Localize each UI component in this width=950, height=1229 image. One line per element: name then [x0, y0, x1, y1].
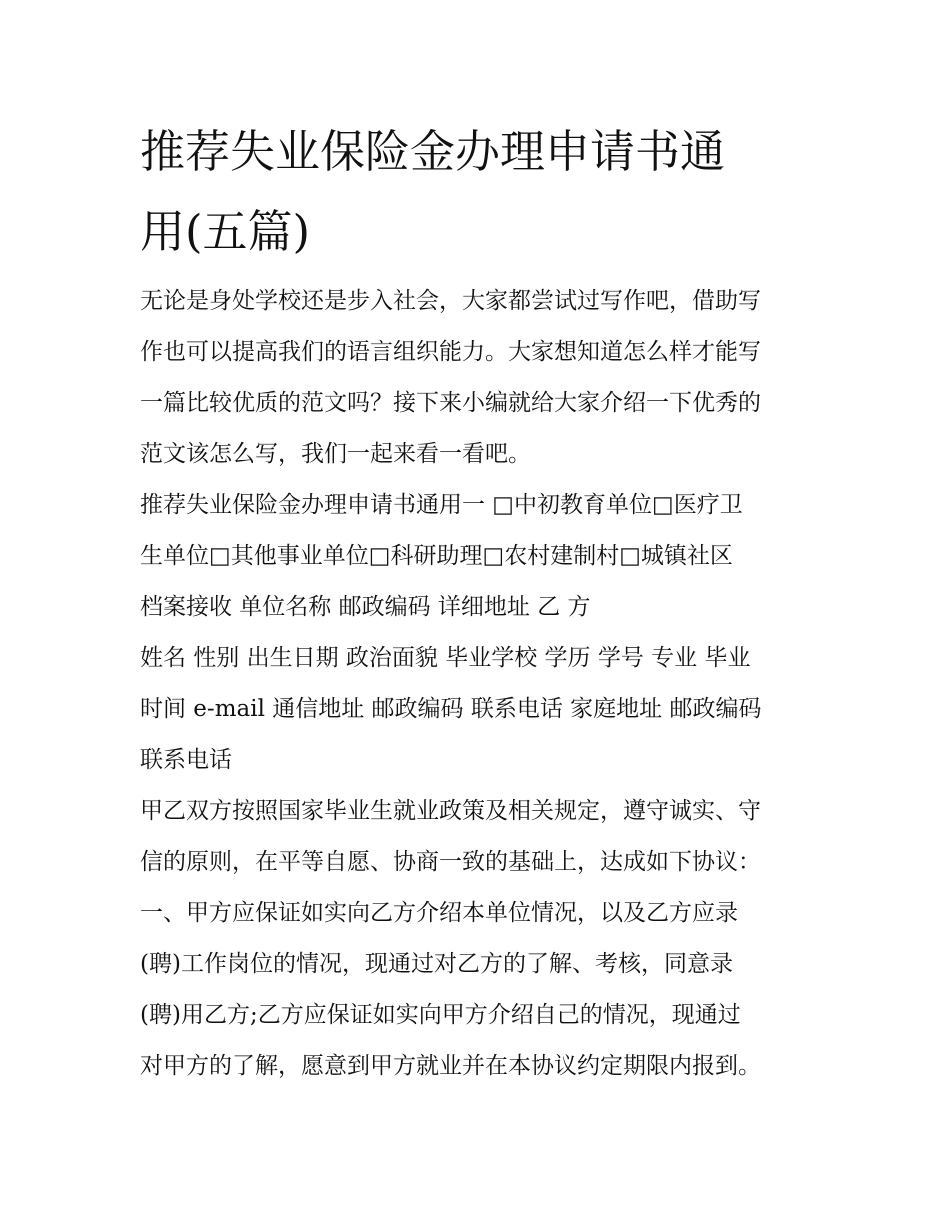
- body-line: 姓名 性别 出生日期 政治面貌 毕业学校 学历 学号 专业 毕业: [140, 645, 751, 671]
- body-line: 甲乙双方按照国家毕业生就业政策及相关规定，遵守诚实、守: [140, 798, 761, 824]
- body-line: 生单位□其他事业单位□科研助理□农村建制村□城镇社区: [140, 543, 733, 569]
- body-line: 对甲方的了解，愿意到甲方就业并在本协议约定期限内报到。: [140, 1053, 761, 1079]
- body-line: 作也可以提高我们的语言组织能力。大家想知道怎么样才能写: [140, 339, 761, 365]
- body-line: 无论是身处学校还是步入社会，大家都尝试过写作吧，借助写: [140, 288, 761, 314]
- body-line: 范文该怎么写，我们一起来看一看吧。: [140, 441, 531, 467]
- body-line: 联系电话: [140, 747, 232, 773]
- body-line: (聘)工作岗位的情况，现通过对乙方的了解、考核，同意录: [140, 951, 733, 977]
- body-line: 信的原则，在平等自愿、协商一致的基础上，达成如下协议：: [140, 849, 761, 875]
- body-line: 时间 e-mail 通信地址 邮政编码 联系电话 家庭地址 邮政编码: [140, 696, 762, 722]
- document-body: [140, 276, 820, 1092]
- title-line-2: 用(五篇): [140, 205, 311, 258]
- document-page: [140, 112, 820, 1092]
- body-line: 一篇比较优质的范文吗？接下来小编就给大家介绍一下优秀的: [140, 390, 761, 416]
- body-line: 一、甲方应保证如实向乙方介绍本单位情况，以及乙方应录: [140, 900, 738, 926]
- title-line-1: 推荐失业保险金办理申请书通: [140, 125, 726, 178]
- body-line: 档案接收 单位名称 邮政编码 详细地址 乙 方: [140, 594, 591, 620]
- document-title: [140, 112, 800, 272]
- body-line: (聘)用乙方;乙方应保证如实向甲方介绍自己的情况，现通过: [140, 1002, 741, 1028]
- body-line: 推荐失业保险金办理申请书通用一 □中初教育单位□医疗卫: [140, 492, 743, 518]
